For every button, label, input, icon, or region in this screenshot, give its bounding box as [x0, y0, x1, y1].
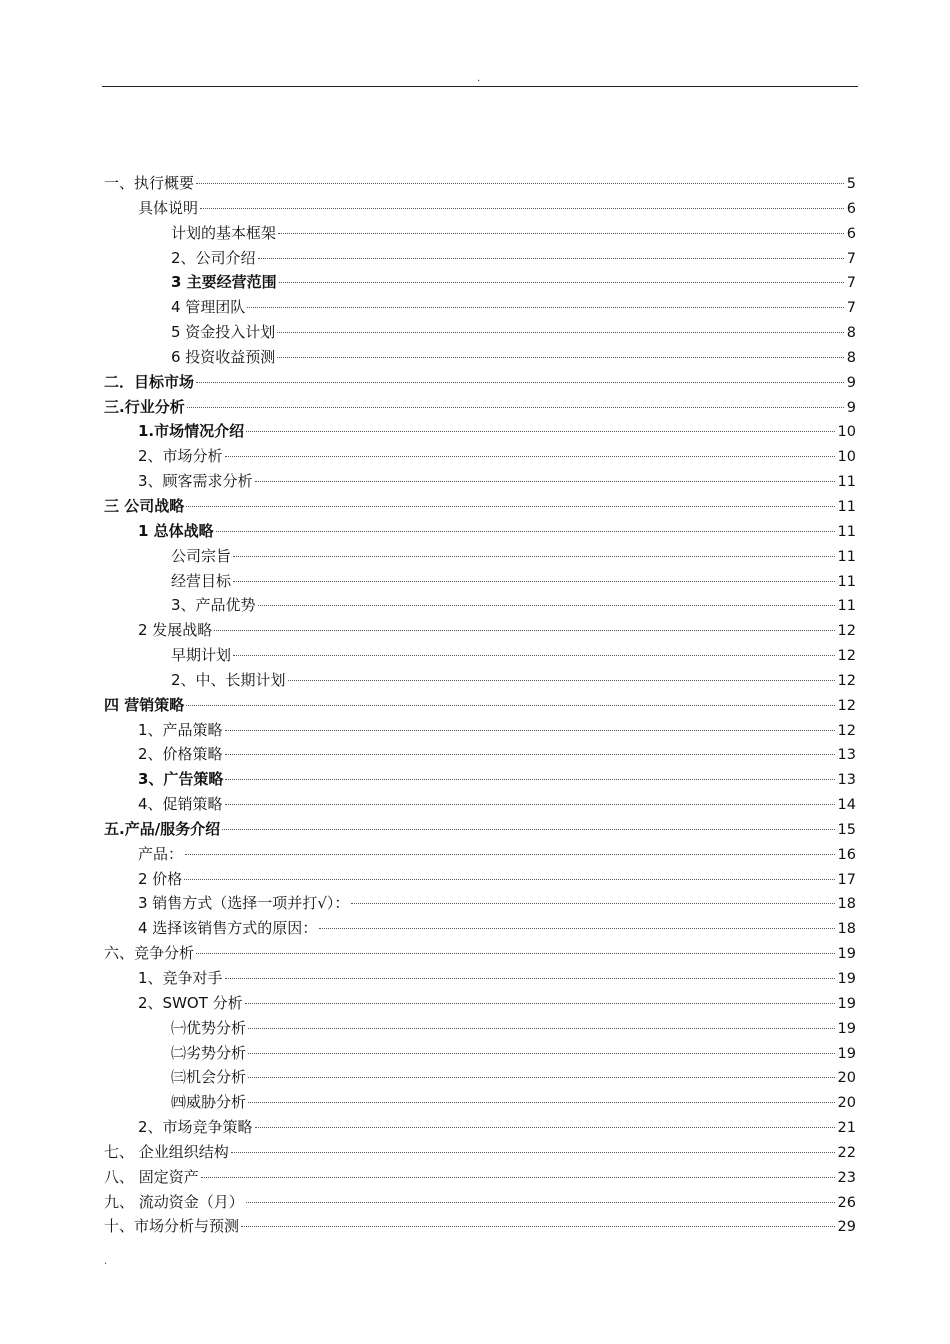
toc-entry-page-number: 12 — [837, 722, 856, 739]
dot-leader — [222, 829, 834, 830]
toc-entry-label: 3、广告策略 — [138, 770, 224, 789]
toc-entry-label: 九、 流动资金（月） — [104, 1192, 244, 1211]
toc-entry-label: 七、 企业组织结构 — [104, 1142, 229, 1161]
toc-entry-page-number: 10 — [837, 424, 856, 441]
dot-leader — [248, 1077, 835, 1078]
toc-entry-page-number: 7 — [846, 250, 856, 267]
toc-entry[interactable] — [104, 1065, 856, 1090]
toc-entry-page-number: 29 — [837, 1219, 856, 1236]
dot-leader — [245, 1003, 835, 1004]
dot-leader — [319, 928, 834, 929]
toc-entry-label: 六、竞争分析 — [104, 944, 195, 963]
dot-leader — [248, 1053, 835, 1054]
dot-leader — [255, 481, 835, 482]
dot-leader — [277, 357, 843, 358]
dot-leader — [216, 531, 835, 532]
toc-entry-label: 二．目标市场 — [104, 372, 195, 391]
toc-entry[interactable] — [104, 345, 856, 370]
toc-entry-page-number: 11 — [837, 573, 856, 590]
dot-leader — [196, 953, 835, 954]
toc-entry-page-number: 12 — [837, 623, 856, 640]
toc-entry-label: 1.市场情况介绍 — [138, 422, 245, 441]
toc-entry[interactable] — [104, 444, 856, 469]
toc-entry-label: 八、 固定资产 — [104, 1167, 199, 1186]
toc-entry-label: 一、执行概要 — [104, 174, 195, 192]
toc-entry[interactable] — [104, 221, 856, 246]
toc-entry[interactable] — [104, 1190, 856, 1215]
toc-entry[interactable] — [104, 991, 856, 1016]
toc-entry-page-number: 5 — [846, 176, 856, 192]
toc-entry[interactable] — [104, 693, 856, 718]
toc-entry[interactable] — [104, 842, 856, 867]
toc-entry[interactable] — [104, 1115, 856, 1140]
toc-entry[interactable] — [104, 643, 856, 668]
dot-leader — [225, 730, 835, 731]
toc-entry[interactable] — [104, 618, 856, 643]
toc-entry-page-number: 19 — [837, 971, 856, 987]
toc-entry-page-number: 19 — [837, 995, 856, 1012]
dot-leader — [258, 605, 835, 606]
dot-leader — [246, 1202, 835, 1203]
dot-leader — [187, 407, 844, 408]
toc-entry[interactable] — [104, 767, 856, 792]
toc-entry-page-number: 12 — [837, 648, 856, 665]
toc-entry-page-number: 19 — [837, 1020, 856, 1037]
dot-leader — [231, 1152, 835, 1153]
dot-leader — [247, 307, 843, 308]
toc-entry[interactable] — [104, 1165, 856, 1190]
toc-entry-label: 3、顾客需求分析 — [138, 472, 253, 491]
dot-leader — [196, 382, 844, 383]
toc-entry-page-number: 8 — [846, 325, 856, 342]
dot-leader — [200, 208, 844, 209]
toc-entry-page-number: 13 — [837, 747, 856, 764]
toc-entry-page-number: 19 — [837, 1045, 856, 1062]
toc-entry[interactable] — [104, 941, 856, 966]
toc-entry-page-number: 19 — [837, 946, 856, 963]
toc-entry[interactable] — [104, 966, 856, 991]
toc-entry-label: 公司宗旨 — [171, 546, 232, 565]
toc-entry-label: 2、中、长期计划 — [171, 670, 286, 689]
toc-entry-label: 2 价格 — [138, 869, 183, 888]
toc-entry[interactable] — [104, 1041, 856, 1066]
dot-leader — [258, 258, 844, 259]
toc-entry-label: ㈡劣势分析 — [171, 1043, 247, 1062]
dot-leader — [278, 233, 844, 234]
toc-entry-label: 1、产品策略 — [138, 720, 223, 739]
toc-entry-page-number: 21 — [837, 1120, 856, 1137]
dot-leader — [246, 431, 834, 432]
toc-entry[interactable] — [104, 1214, 856, 1239]
toc-entry-page-number: 12 — [837, 672, 856, 689]
toc-entry-page-number: 20 — [837, 1070, 856, 1087]
toc-entry[interactable] — [104, 867, 856, 892]
dot-leader — [233, 581, 835, 582]
toc-entry[interactable] — [104, 817, 856, 842]
toc-entry-page-number: 10 — [837, 449, 856, 466]
toc-entry-page-number: 16 — [837, 846, 856, 863]
toc-entry-page-number: 12 — [837, 697, 856, 714]
dot-leader — [196, 183, 844, 184]
dot-leader — [225, 456, 835, 457]
dot-leader — [185, 854, 835, 855]
toc-entry-page-number: 11 — [837, 598, 856, 615]
toc-entry-label: 三.行业分析 — [104, 397, 185, 416]
toc-entry-label: 五.产品/服务介绍 — [104, 819, 221, 838]
dot-leader — [279, 282, 844, 283]
toc-entry-page-number: 11 — [837, 474, 856, 491]
toc-entry[interactable] — [104, 544, 856, 569]
toc-entry[interactable] — [104, 1140, 856, 1165]
toc-entry[interactable] — [104, 916, 856, 941]
dot-leader — [225, 804, 835, 805]
toc-entry-page-number: 11 — [837, 548, 856, 565]
toc-entry-page-number: 20 — [837, 1095, 856, 1112]
toc-entry-page-number: 14 — [837, 797, 856, 814]
toc-entry-page-number: 23 — [837, 1169, 856, 1186]
dot-leader — [351, 903, 834, 904]
toc-entry[interactable] — [104, 593, 856, 618]
toc-entry[interactable] — [104, 891, 856, 916]
toc-entry-page-number: 9 — [846, 399, 856, 416]
toc-entry-page-number: 15 — [837, 821, 856, 838]
toc-entry-page-number: 18 — [837, 896, 856, 913]
footer-mark: . — [104, 1256, 108, 1267]
dot-leader — [186, 506, 834, 507]
toc-entry-page-number: 7 — [846, 300, 856, 317]
dot-leader — [186, 705, 834, 706]
toc-entry-label: 2、市场分析 — [138, 447, 223, 466]
toc-entry[interactable] — [104, 1090, 856, 1115]
toc-entry-label: 三 公司战略 — [104, 496, 185, 515]
toc-entry-label: 4 管理团队 — [171, 298, 246, 317]
dot-leader — [225, 978, 835, 979]
dot-leader — [225, 779, 834, 780]
toc-entry-label: 十、市场分析与预测 — [104, 1217, 240, 1236]
toc-entry-label: 5 资金投入计划 — [171, 323, 276, 342]
toc-entry[interactable] — [104, 395, 856, 420]
toc-entry-page-number: 9 — [846, 374, 856, 391]
dot-leader — [233, 556, 835, 557]
toc-entry[interactable] — [104, 196, 856, 221]
table-of-contents — [104, 171, 856, 1239]
dot-leader — [241, 1226, 835, 1227]
toc-entry-label: 4、促销策略 — [138, 795, 223, 814]
toc-entry[interactable] — [104, 370, 856, 395]
toc-entry-label: ㈣威胁分析 — [171, 1093, 247, 1112]
toc-entry-page-number: 18 — [837, 921, 856, 938]
toc-entry-label: 2、市场竞争策略 — [138, 1118, 253, 1137]
toc-entry-label: 1 总体战略 — [138, 521, 214, 540]
dot-leader — [288, 680, 835, 681]
toc-entry[interactable] — [104, 320, 856, 345]
toc-entry[interactable] — [104, 171, 856, 196]
toc-entry-page-number: 17 — [837, 871, 856, 888]
dot-leader — [184, 879, 834, 880]
toc-entry-label: 四 营销策略 — [104, 695, 185, 714]
dot-leader — [233, 655, 835, 656]
header-mark: . — [477, 73, 481, 84]
dot-leader — [214, 630, 834, 631]
toc-entry-label: ㈠优势分析 — [171, 1018, 247, 1037]
toc-entry-page-number: 26 — [837, 1194, 856, 1211]
toc-entry[interactable] — [104, 419, 856, 444]
toc-entry[interactable] — [104, 792, 856, 817]
toc-entry-label: 早期计划 — [171, 646, 232, 665]
header-rule — [102, 86, 858, 87]
dot-leader — [225, 754, 835, 755]
toc-entry[interactable] — [104, 742, 856, 767]
toc-entry[interactable] — [104, 519, 856, 544]
toc-entry[interactable] — [104, 668, 856, 693]
toc-entry-label: 经营目标 — [171, 571, 232, 590]
toc-entry-label: 4 选择该销售方式的原因： — [138, 919, 318, 938]
dot-leader — [248, 1102, 835, 1103]
dot-leader — [201, 1177, 835, 1178]
toc-entry[interactable] — [104, 494, 856, 519]
toc-entry[interactable] — [104, 270, 856, 295]
dot-leader — [277, 332, 843, 333]
toc-entry-page-number: 11 — [837, 523, 856, 540]
toc-entry-page-number: 7 — [846, 275, 856, 292]
toc-entry[interactable] — [104, 469, 856, 494]
toc-entry[interactable] — [104, 246, 856, 271]
toc-entry[interactable] — [104, 569, 856, 594]
toc-entry-page-number: 22 — [837, 1144, 856, 1161]
toc-entry[interactable] — [104, 1016, 856, 1041]
toc-entry[interactable] — [104, 295, 856, 320]
toc-entry-label: 2、价格策略 — [138, 745, 223, 764]
toc-entry-page-number: 13 — [837, 772, 856, 789]
toc-entry-label: 6 投资收益预测 — [171, 347, 276, 366]
toc-entry-label: 3、产品优势 — [171, 596, 256, 615]
toc-entry-label: 1、竞争对手 — [138, 969, 223, 987]
dot-leader — [255, 1127, 835, 1128]
toc-entry-label: 2、SWOT 分析 — [138, 993, 243, 1012]
toc-entry-page-number: 11 — [837, 498, 856, 515]
toc-entry-page-number: 8 — [846, 349, 856, 366]
toc-entry-label: 2、公司介绍 — [171, 248, 256, 267]
toc-entry-page-number: 6 — [846, 225, 856, 242]
toc-entry[interactable] — [104, 718, 856, 743]
toc-entry-label: 3 销售方式（选择一项并打√）： — [138, 894, 350, 913]
toc-entry-label: ㈢机会分析 — [171, 1068, 247, 1087]
toc-entry-label: 具体说明 — [138, 198, 199, 217]
toc-entry-page-number: 6 — [846, 200, 856, 217]
toc-entry-label: 计划的基本框架 — [171, 223, 277, 242]
dot-leader — [248, 1028, 835, 1029]
toc-entry-label: 产品： — [138, 844, 184, 863]
toc-entry-label: 2 发展战略 — [138, 621, 213, 640]
toc-entry-label: 3 主要经营范围 — [171, 273, 277, 292]
